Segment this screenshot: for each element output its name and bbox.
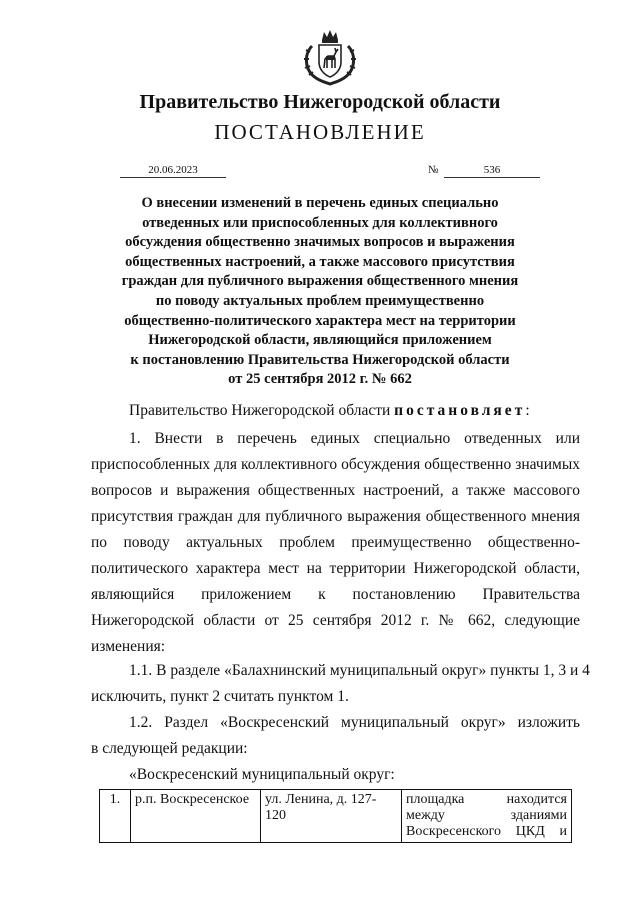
title-line: обсуждения общественно значимых вопросов и выражения xyxy=(125,234,515,251)
paragraph-line: 1. Внести в перечень единых специально отведенных или xyxy=(129,430,580,447)
item-1-1-paragraph xyxy=(91,658,590,710)
paragraph-line: приспособленных для коллективного обсуждения общественно значимых xyxy=(91,456,580,473)
paragraph-line: присутствия граждан для публичного выражения общественного мнения xyxy=(91,508,580,525)
row-locality: р.п. Воскресенское xyxy=(131,790,261,843)
table-row xyxy=(100,790,572,843)
row-address: ул. Ленина, д. 127- 120 xyxy=(261,790,402,843)
government-name: Правительство Нижегородской области xyxy=(139,91,501,113)
title-line: отведенных или приспособленных для коллективного xyxy=(142,214,498,231)
intro-paragraph xyxy=(91,398,580,424)
paragraph-line: по поводу актуальных проблем преимущественно общественно- xyxy=(91,534,580,551)
item-1-paragraph xyxy=(91,426,580,660)
paragraph-line: 1.2. Раздел «Воскресенский муниципальный округ» изложить xyxy=(129,714,580,731)
paragraph-line: изменения: xyxy=(91,638,166,655)
paragraph-line: вопросов и выражения общественных настроений, а также массового xyxy=(91,482,580,499)
document-date: 20.06.2023 xyxy=(120,163,226,178)
paragraph-line: исключить, пункт 2 считать пунктом 1. xyxy=(91,688,349,705)
title-line: к постановлению Правительства Нижегородской области xyxy=(130,351,510,368)
paragraph-line: политического характера мест на территории Нижегородской области, xyxy=(91,560,580,577)
title-line: общественных настроений, а также массового присутствия xyxy=(125,253,515,270)
title-line: О внесении изменений в перечень единых специально xyxy=(141,195,499,211)
document-number: 536 xyxy=(444,163,540,178)
paragraph-line: 1.1. В разделе «Балахнинский муниципальный округ» пункты 1, 3 и 4 xyxy=(129,662,590,679)
intro-resolves: постановляет xyxy=(394,402,526,419)
document-type: ПОСТАНОВЛЕНИЕ xyxy=(214,120,426,144)
intro-colon: : xyxy=(525,402,530,419)
coat-of-arms-icon xyxy=(298,28,362,86)
intro-text: Правительство Нижегородской области xyxy=(129,402,395,419)
title-line: от 25 сентября 2012 г. № 662 xyxy=(228,371,412,388)
paragraph-line: в следующей редакции: xyxy=(91,740,248,757)
paragraph-line: Нижегородской области от 25 сентября 2012 г. № 662, следующие xyxy=(91,612,580,629)
title-line: Нижегородской области, являющийся приложением xyxy=(148,332,492,349)
number-sign: № xyxy=(428,164,439,176)
item-1-2-paragraph xyxy=(91,710,580,762)
title-line: общественно-политического характера мест на территории xyxy=(124,312,516,329)
paragraph-line: являющийся приложением к постановлению Правительства xyxy=(91,586,580,603)
title-line: по поводу актуальных проблем преимущественно xyxy=(155,292,485,309)
title-line: граждан для публичного выражения общественного мнения xyxy=(121,273,519,290)
quote-heading: «Воскресенский муниципальный округ: xyxy=(129,766,395,783)
document-title xyxy=(100,194,540,390)
row-number: 1. xyxy=(100,790,131,843)
row-description: площадка находится между зданиями Воскресенского ЦКД и xyxy=(402,790,572,843)
places-table xyxy=(99,789,572,843)
